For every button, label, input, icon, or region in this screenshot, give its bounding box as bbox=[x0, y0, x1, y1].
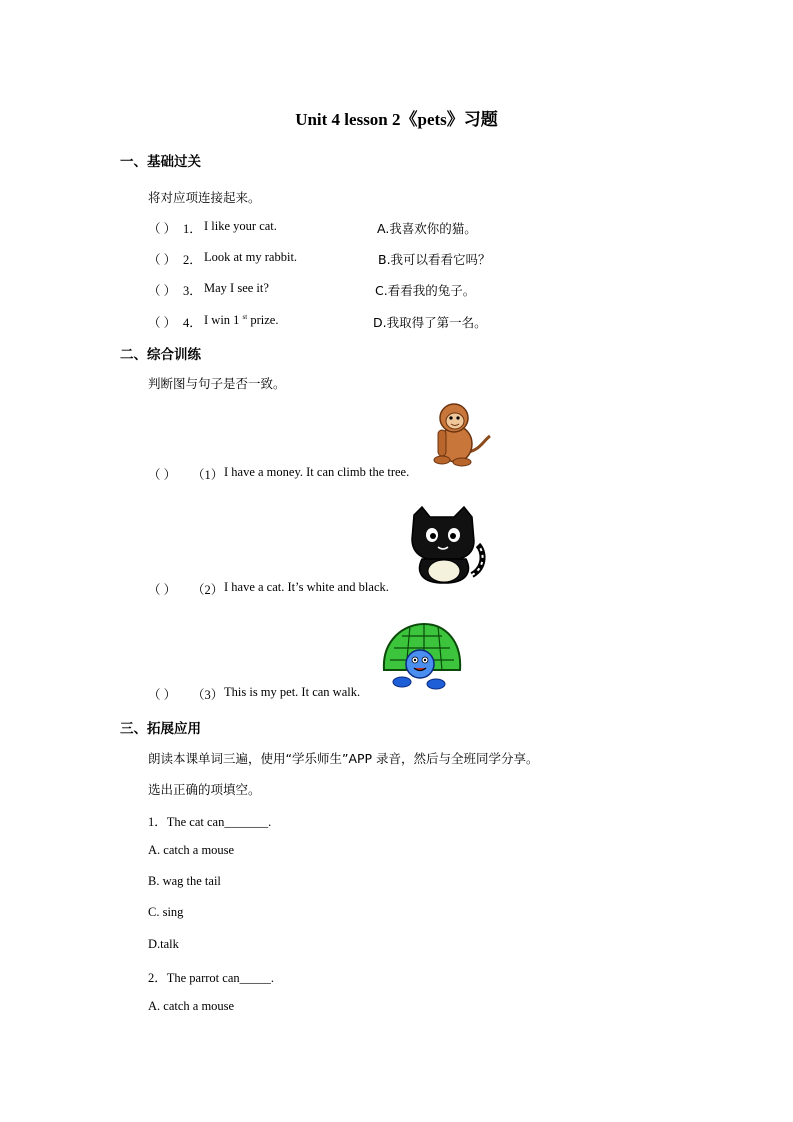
question-1-stem: 1．The cat can_______. bbox=[148, 815, 272, 829]
chinese-option: A.我喜欢你的猫。 bbox=[377, 221, 477, 236]
english-sentence: Look at my rabbit. bbox=[204, 250, 298, 264]
item-number: （3） bbox=[192, 688, 224, 702]
question-1-option-d: D.talk bbox=[148, 937, 179, 951]
item-number: 2． bbox=[183, 253, 202, 267]
question-2-option-a: A. catch a mouse bbox=[148, 999, 235, 1013]
item-number: 1． bbox=[183, 222, 202, 236]
turtle-icon bbox=[380, 620, 464, 692]
answer-bracket[interactable]: （ ） bbox=[148, 253, 177, 267]
english-sentence: I win 1 $^{st}$ prize. bbox=[204, 313, 279, 328]
answer-bracket[interactable]: （ ） bbox=[148, 468, 177, 482]
item-number: 4． bbox=[183, 316, 202, 330]
item-number: 3． bbox=[183, 284, 202, 298]
section-2-heading: 二、综合训练 bbox=[120, 347, 201, 363]
section-2-instruction: 判断图与句子是否一致。 bbox=[148, 376, 286, 391]
english-sentence: I like your cat. bbox=[204, 219, 277, 233]
section-1-instruction: 将对应项连接起来。 bbox=[148, 190, 261, 205]
section-3-line-2: 选出正确的项填空。 bbox=[148, 782, 261, 797]
section-3-line-1: 朗读本课单词三遍，使用“学乐师生”APP 录音，然后与全班同学分享。 bbox=[148, 751, 539, 766]
monkey-icon bbox=[428, 400, 492, 468]
page-title: Unit 4 lesson 2《pets》习题 bbox=[295, 110, 498, 129]
judge-sentence: I have a money. It can climb the tree. bbox=[224, 465, 410, 479]
answer-bracket[interactable]: （ ） bbox=[148, 688, 177, 702]
section-1-heading: 一、基础过关 bbox=[120, 154, 201, 170]
chinese-option: C.看看我的兔子。 bbox=[375, 283, 476, 298]
question-2-stem: 2．The parrot can_____. bbox=[148, 971, 275, 985]
item-number: （1） bbox=[192, 468, 224, 482]
judge-sentence: I have a cat. It’s white and black. bbox=[224, 580, 389, 594]
answer-bracket[interactable]: （ ） bbox=[148, 316, 177, 330]
answer-bracket[interactable]: （ ） bbox=[148, 583, 177, 597]
answer-bracket[interactable]: （ ） bbox=[148, 222, 177, 236]
cat-icon bbox=[408, 505, 488, 587]
question-1-option-b: B. wag the tail bbox=[148, 874, 221, 888]
chinese-option: D.我取得了第一名。 bbox=[373, 315, 487, 330]
english-sentence: May I see it? bbox=[204, 281, 269, 295]
question-1-option-a: A. catch a mouse bbox=[148, 843, 235, 857]
answer-bracket[interactable]: （ ） bbox=[148, 284, 177, 298]
item-number: （2） bbox=[192, 583, 224, 597]
question-1-option-c: C. sing bbox=[148, 905, 184, 919]
chinese-option: B.我可以看看它吗？ bbox=[378, 252, 491, 267]
section-3-heading: 三、拓展应用 bbox=[120, 721, 201, 737]
judge-sentence: This is my pet. It can walk. bbox=[224, 685, 361, 699]
